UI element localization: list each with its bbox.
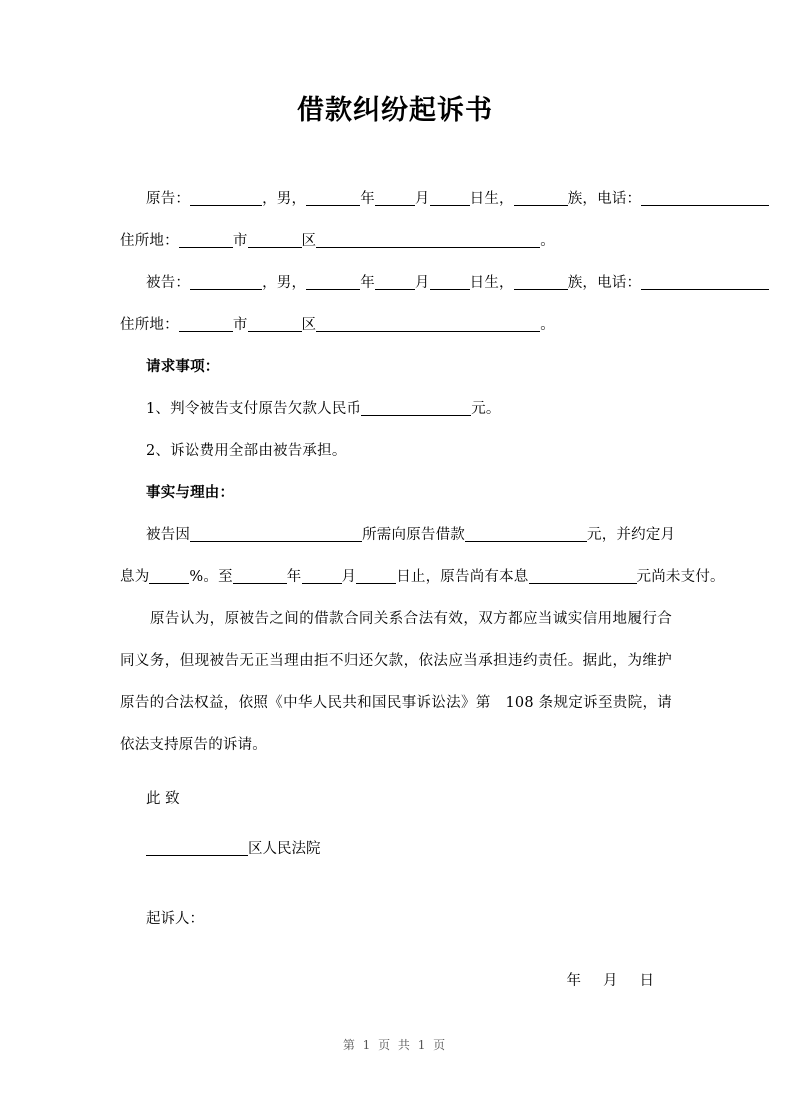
plaintiff-name-blank[interactable] — [190, 190, 262, 206]
defendant-address-line — [120, 304, 672, 346]
deadline-year-blank[interactable] — [233, 568, 287, 584]
facts-loan-line-2 — [120, 556, 725, 598]
plaintiff-address-line — [120, 220, 672, 262]
plaintiff-birth-day-blank[interactable] — [430, 190, 470, 206]
defendant-name-blank[interactable] — [190, 274, 262, 290]
defendant-month-label: 月 — [414, 275, 430, 291]
defendant-birth-day-blank[interactable] — [430, 274, 470, 290]
signer-label: 起诉人： — [146, 911, 204, 927]
facts-unpaid-suffix: 元尚未支付。 — [636, 569, 725, 585]
defendant-birth-month-blank[interactable] — [375, 274, 415, 290]
plaintiff-gender-text: ，男， — [262, 191, 307, 207]
defendant-detail-address-blank[interactable] — [316, 316, 540, 332]
claim-amount-blank[interactable] — [361, 400, 471, 416]
plaintiff-district-blank[interactable] — [248, 232, 302, 248]
facts-interest-label: 息为 — [120, 569, 150, 585]
date-line — [120, 960, 672, 1002]
plaintiff-ethnicity-label: 族，电话： — [567, 191, 642, 207]
defendant-day-label: 日生， — [469, 275, 514, 291]
page-title: 借款纠纷起诉书 — [297, 95, 493, 126]
facts-deadline-year-label: 年 — [286, 569, 302, 585]
court-line — [120, 828, 672, 870]
claim-item-1-suffix: 元。 — [471, 401, 501, 417]
defendant-phone-blank[interactable] — [641, 274, 769, 290]
claim-item-1-prefix: 1、判令被告支付原告欠款人民币 — [146, 401, 362, 417]
facts-heading: 事实与理由： — [146, 484, 235, 501]
plaintiff-birth-month-blank[interactable] — [375, 190, 415, 206]
defendant-city-blank[interactable] — [179, 316, 233, 332]
plaintiff-address-period: 。 — [540, 233, 555, 249]
signature-block — [120, 898, 672, 1002]
loan-principal-blank[interactable] — [465, 526, 587, 542]
date-day-label: 日 — [639, 973, 654, 989]
ci-zhi-line: 此 致 — [146, 791, 180, 807]
defendant-address-label: 住所地： — [120, 317, 179, 333]
plaintiff-phone-blank[interactable] — [641, 190, 769, 206]
defendant-line — [120, 262, 672, 304]
plaintiff-birth-year-blank[interactable] — [306, 190, 360, 206]
facts-percent-label: %。至 — [189, 569, 233, 585]
defendant-birth-year-blank[interactable] — [306, 274, 360, 290]
plaintiff-year-label: 年 — [360, 191, 375, 207]
facts-deadline-month-label: 月 — [341, 569, 357, 585]
defendant-address-period: 。 — [540, 317, 555, 333]
plaintiff-month-label: 月 — [414, 191, 430, 207]
date-year-label: 年 — [566, 973, 581, 989]
claims-heading: 请求事项： — [146, 358, 220, 375]
plaintiff-address-label: 住所地： — [120, 233, 179, 249]
defendant-district-blank[interactable] — [248, 316, 302, 332]
document-body — [120, 178, 725, 766]
plaintiff-city-blank[interactable] — [179, 232, 233, 248]
facts-unpaid-label: 日止，原告尚有本息 — [396, 569, 529, 585]
court-name-blank[interactable] — [146, 840, 248, 856]
defendant-name-label: 被告： — [146, 275, 191, 291]
defendant-year-label: 年 — [360, 275, 375, 291]
loan-purpose-blank[interactable] — [190, 526, 362, 542]
plaintiff-detail-address-blank[interactable] — [316, 232, 540, 248]
facts-loan-suffix: 元，并约定月 — [587, 527, 676, 543]
facts-borrow-label: 所需向原告借款 — [362, 527, 466, 543]
facts-argument-paragraph: 原告认为，原被告之间的借款合同关系合法有效，双方都应当诚实信用地履行合同义务，但现被告无正当理由拒不归还欠款，依法应当承担违约责任。据此，为维护原告的合法权益，依照《中华人民共和国民事诉讼法》第 108 条规定诉至贵院，请依法支持原告的诉请。 — [120, 611, 672, 753]
plaintiff-ethnicity-blank[interactable] — [514, 190, 568, 206]
deadline-month-blank[interactable] — [302, 568, 342, 584]
date-month-label: 月 — [603, 973, 618, 989]
monthly-interest-blank[interactable] — [149, 568, 189, 584]
defendant-ethnicity-label: 族，电话： — [567, 275, 642, 291]
page-footer: 第 1 页 共 1 页 — [342, 1038, 448, 1052]
defendant-ethnicity-blank[interactable] — [514, 274, 568, 290]
closing-block — [120, 778, 672, 870]
plaintiff-day-label: 日生， — [469, 191, 514, 207]
defendant-gender-text: ，男， — [262, 275, 307, 291]
plaintiff-district-label: 区 — [301, 233, 317, 249]
court-suffix-label: 区人民法院 — [248, 841, 321, 857]
plaintiff-city-label: 市 — [232, 233, 248, 249]
plaintiff-name-label: 原告： — [146, 191, 191, 207]
claim-item-2: 2、诉讼费用全部由被告承担。 — [146, 443, 347, 459]
defendant-district-label: 区 — [301, 317, 317, 333]
deadline-day-blank[interactable] — [356, 568, 396, 584]
claim-item-1 — [120, 388, 672, 430]
facts-loan-line-1 — [120, 514, 676, 556]
defendant-city-label: 市 — [232, 317, 248, 333]
outstanding-balance-blank[interactable] — [529, 568, 637, 584]
facts-defendant-because-label: 被告因 — [146, 527, 191, 543]
plaintiff-line — [120, 178, 672, 220]
